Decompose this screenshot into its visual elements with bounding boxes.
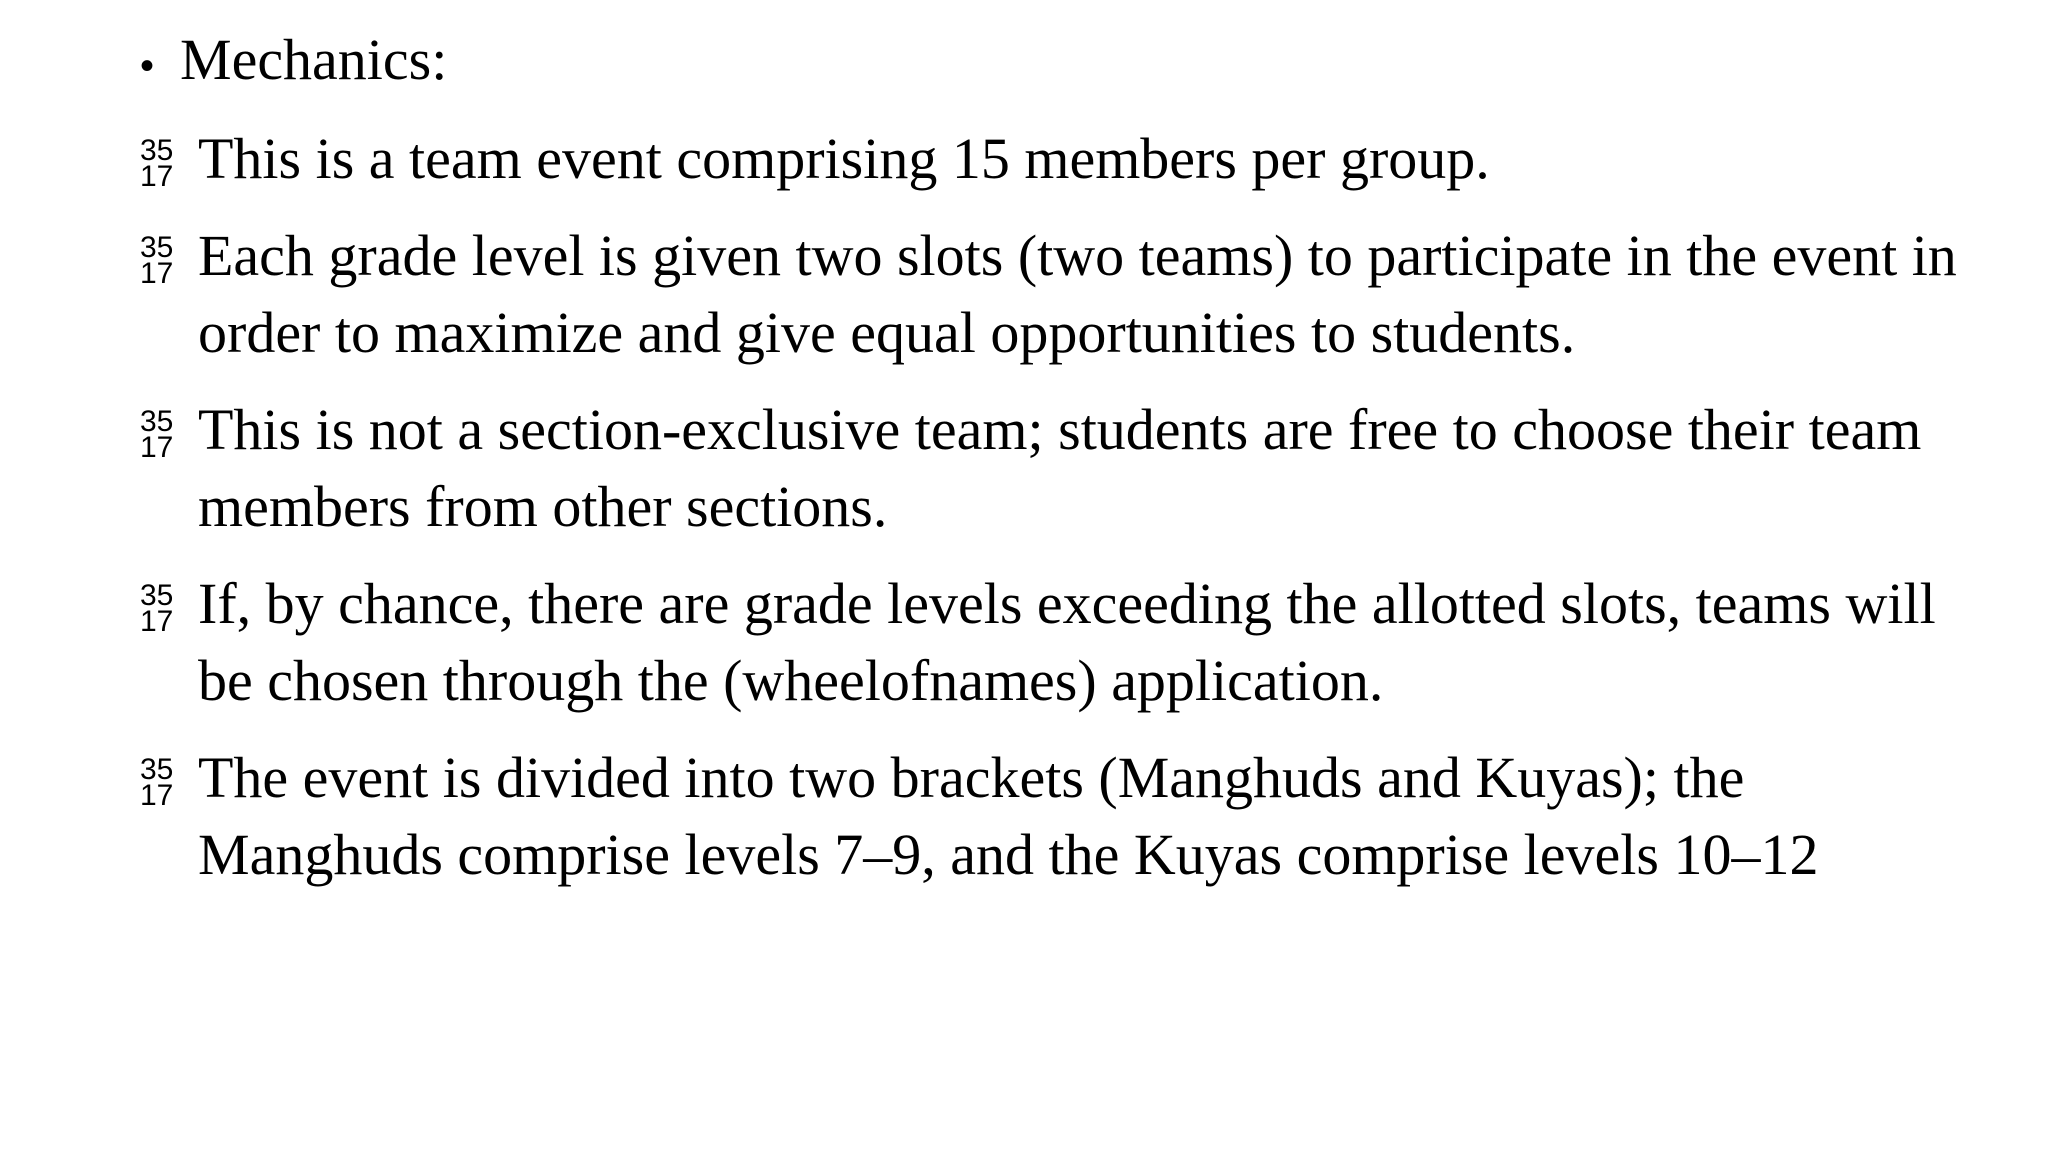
- list-item-text: This is not a section-exclusive team; students are free to choose their team members from other sections.: [198, 397, 1922, 539]
- list-item-text: Each grade level is given two slots (two teams) to participate in the event in order to maximize and give equal opportunities to students.: [198, 223, 1957, 365]
- marker-bottom: 17: [140, 431, 174, 464]
- list-marker: [140, 579, 198, 638]
- list-item: [140, 126, 1960, 197]
- heading-row: [140, 22, 447, 104]
- marker-top: 35: [140, 405, 174, 438]
- marker-bottom: 17: [140, 605, 174, 638]
- marker-bottom: 17: [140, 779, 174, 812]
- list-marker: [140, 134, 198, 193]
- mechanics-heading: Mechanics:: [180, 27, 448, 92]
- list-item: [140, 571, 1960, 719]
- marker-top: 35: [140, 134, 174, 167]
- list-item-text: This is a team event comprising 15 members per group.: [198, 126, 1490, 191]
- list-marker: [140, 753, 198, 812]
- mechanics-list: [140, 126, 1960, 931]
- marker-bottom: 17: [140, 257, 174, 290]
- marker-top: 35: [140, 231, 174, 264]
- bullet-dot-icon: •: [140, 44, 155, 88]
- marker-top: 35: [140, 579, 174, 612]
- list-marker: [140, 405, 198, 464]
- list-item: [140, 397, 1960, 545]
- list-item-text: The event is divided into two brackets (Manghuds and Kuyas); the Manghuds comprise levels 7–9, and the Kuyas comprise levels 10–12: [198, 745, 1819, 887]
- marker-bottom: 17: [140, 160, 174, 193]
- list-marker: [140, 231, 198, 290]
- list-item: [140, 745, 1960, 893]
- list-item: [140, 223, 1960, 371]
- marker-top: 35: [140, 753, 174, 786]
- list-item-text: If, by chance, there are grade levels exceeding the allotted slots, teams will be chosen through the (wheelofnames) application.: [198, 571, 1936, 713]
